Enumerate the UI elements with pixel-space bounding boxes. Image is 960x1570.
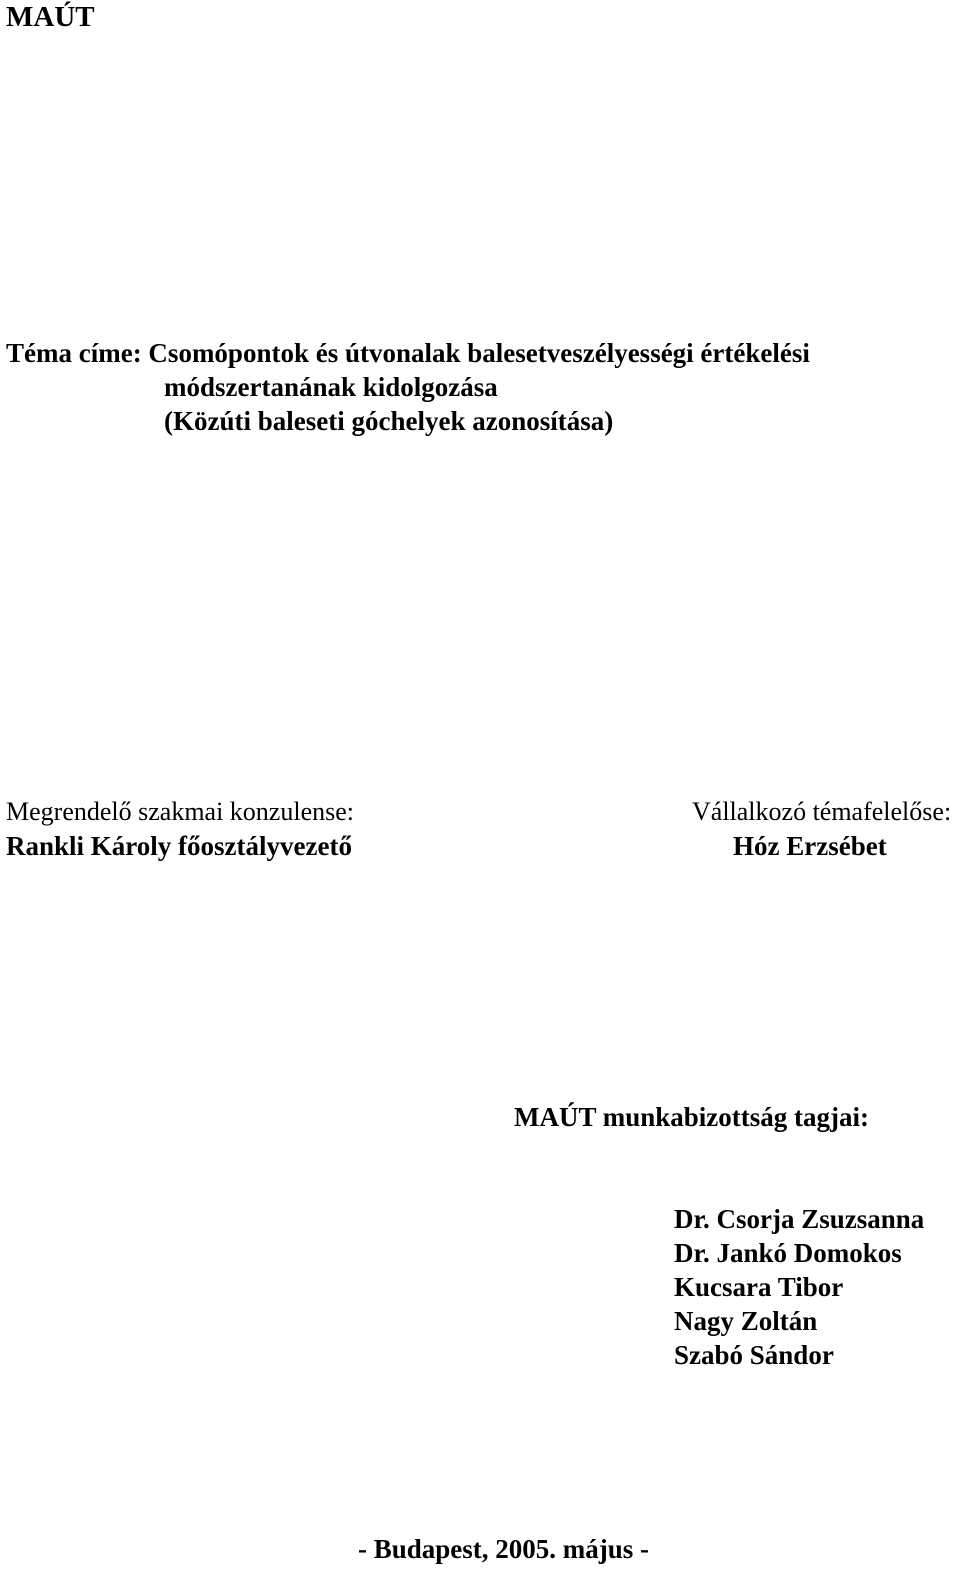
topic-title-line-3: (Közúti baleseti góchelyek azonosítása) — [164, 406, 614, 436]
client-consultant-name: Rankli Károly főosztályvezető — [6, 831, 352, 861]
committee-member: Dr. Csorja Zsuzsanna — [674, 1204, 925, 1234]
committee-member: Szabó Sándor — [674, 1340, 834, 1370]
contractor-lead-label: Vállalkozó témafelelőse: — [692, 797, 952, 826]
client-consultant-label: Megrendelő szakmai konzulense: — [6, 797, 354, 826]
topic-title-line-2: módszertanának kidolgozása — [164, 372, 498, 402]
committee-heading: MAÚT munkabizottság tagjai: — [514, 1102, 870, 1132]
place-date-footer: - Budapest, 2005. május - — [358, 1534, 650, 1564]
committee-member: Dr. Jankó Domokos — [674, 1238, 902, 1268]
committee-member: Kucsara Tibor — [674, 1272, 844, 1302]
organization-header: MAÚT — [6, 1, 95, 33]
topic-title-line-1: Téma címe: Csomópontok és útvonalak balesetveszélyességi értékelési — [6, 338, 810, 368]
committee-member: Nagy Zoltán — [674, 1306, 818, 1336]
contractor-lead-name: Hóz Erzsébet — [733, 831, 887, 861]
committee-members-list — [674, 1202, 924, 1372]
